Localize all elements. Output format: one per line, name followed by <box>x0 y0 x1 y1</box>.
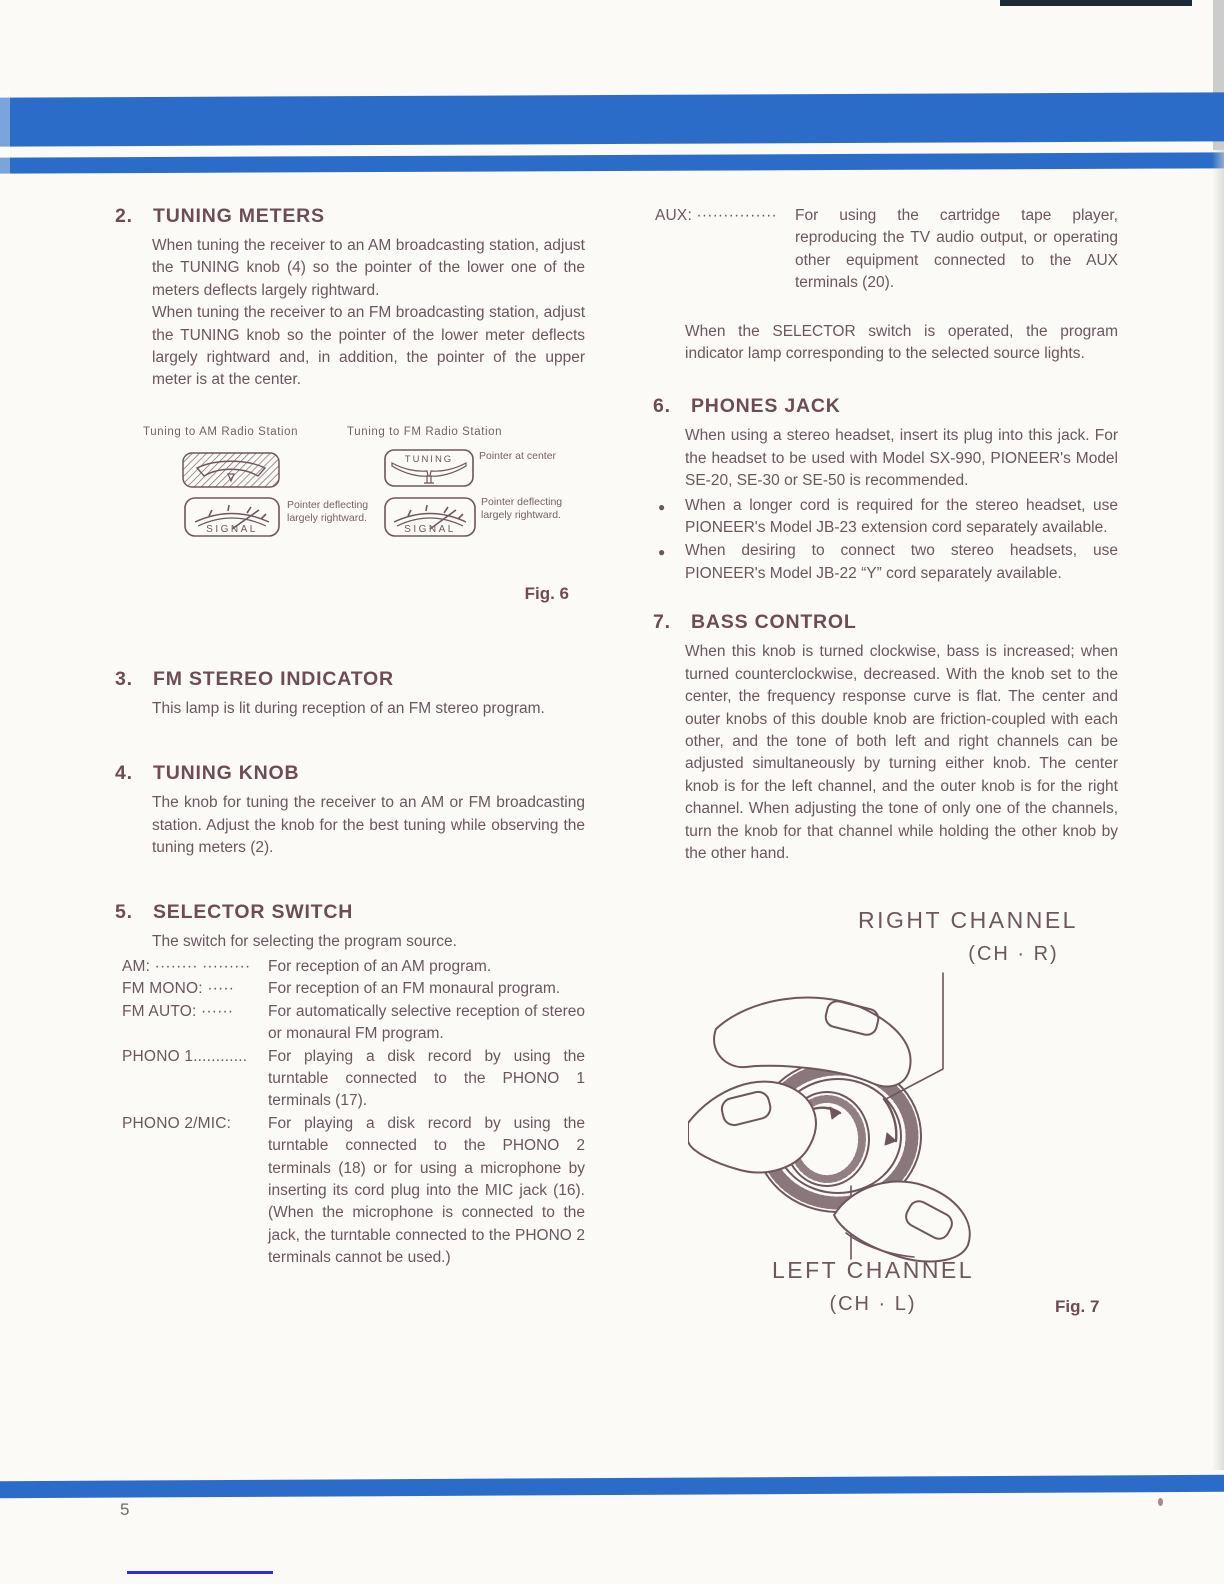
section-2-paragraph-2: When tuning the receiver to an FM broadcasting station, adjust the TUNING knob so the pointer of the lower meter deflects largely rightward and, in addition, the pointer of the upper meter is at the center. <box>152 304 585 389</box>
phones-jack-notes <box>653 495 1118 586</box>
selector-note: When the SELECTOR switch is operated, the program indicator lamp corresponding to the selected source lights. <box>685 322 1118 363</box>
selector-option-phono1 <box>115 1046 585 1113</box>
scan-ink-speck <box>1158 1498 1163 1506</box>
fig6-am-header: Tuning to AM Radio Station <box>143 425 299 438</box>
fig7-caption: Fig. 7 <box>1055 1297 1100 1317</box>
am-upper-meter-illustration <box>181 450 281 490</box>
section-3-heading <box>115 668 585 691</box>
section-6-heading <box>653 395 1118 418</box>
selector-options-list <box>115 956 585 1270</box>
page-number: 5 <box>120 1500 130 1519</box>
section-5-intro: The switch for selecting the program source. <box>152 933 457 951</box>
section-4-heading <box>115 762 585 785</box>
selector-option-term: PHONO 2/MIC: <box>122 1114 232 1132</box>
section-6-body: When using a stereo headset, insert its plug into this jack. For the headset to be used with Model SX-990, PIONEER's Model SE-20, SE-30 or SE-50 is recommended. <box>685 427 1118 490</box>
fig7-left-channel-sub-label: (CH · L) <box>829 1293 917 1316</box>
section-4-body: The knob for tuning the receiver to an AM or FM broadcasting station. Adjust the knob for the best tuning while observing the tuning meters (2). <box>152 794 585 857</box>
fig6-fm-pointer-right-label: Pointer deflecting largely rightward. <box>481 495 563 521</box>
am-signal-meter-illustration <box>183 495 281 539</box>
footer-blue-line <box>127 1571 273 1574</box>
section-5-heading <box>115 901 585 924</box>
section-7-heading <box>653 611 1118 634</box>
fig6-am-pointer-right-label: Pointer deflecting largely rightward. <box>287 498 369 524</box>
selector-option-fm-auto <box>115 1001 585 1046</box>
selector-option-term: AM: ········ ········· <box>122 957 251 975</box>
bass-knob-hand-illustration <box>688 971 1018 1263</box>
selector-option-desc: For playing a disk record by using the turntable connected to the PHONO 2 terminals (18) or for using a microphone by inserting its cord plug into the MIC jack (16). (When the microphone is connected to the jack, the turntable connected to the PHONO 2 terminals cannot be used.) <box>268 1114 585 1267</box>
section-3-body: This lamp is lit during reception of an FM stereo program. <box>152 699 545 717</box>
scan-left-light-strip <box>0 90 10 174</box>
fig6-fm-header: Tuning to FM Radio Station <box>347 425 503 438</box>
selector-option-term: FM MONO: ····· <box>122 980 235 998</box>
bullet-note: ● When desiring to connect two stereo headsets, use PIONEER's Model JB-22 “Y” cord separately available. <box>653 540 1118 585</box>
header-accent-bar-thick <box>0 92 1224 146</box>
selector-option-am <box>115 956 585 978</box>
fm-tuning-meter-label: TUNING <box>404 453 454 465</box>
selector-option-desc: For automatically selective reception of stereo or monaural FM program. <box>268 1002 585 1043</box>
fm-signal-meter-label: SIGNAL <box>404 523 456 535</box>
fm-signal-meter-illustration <box>383 495 477 539</box>
section-7-number: 7. <box>653 611 671 634</box>
footer-accent-bar <box>0 1475 1224 1498</box>
figure-7 <box>653 907 1118 1349</box>
selector-option-phono2-mic <box>115 1113 585 1270</box>
fm-tuning-meter-illustration <box>383 447 475 489</box>
selector-option-desc: For playing a disk record by using the turntable connected to the PHONO 1 terminals (17). <box>268 1047 585 1110</box>
section-2-paragraph-1: When tuning the receiver to an AM broadcasting station, adjust the TUNING knob (4) so the pointer of the lower one of the meters deflects largely rightward. <box>152 237 585 299</box>
selector-option-term: FM AUTO: ······ <box>122 1002 234 1020</box>
fig7-right-channel-sub-label: (CH · R) <box>968 943 1059 966</box>
section-2-title: TUNING METERS <box>153 205 325 227</box>
section-4-number: 4. <box>115 762 133 785</box>
am-signal-meter-label: SIGNAL <box>206 523 258 535</box>
section-7-title: BASS CONTROL <box>691 611 857 634</box>
selector-option-desc: For reception of an FM monaural program. <box>268 980 561 998</box>
left-column <box>115 205 585 1270</box>
selector-option-aux <box>653 205 1118 295</box>
fig6-caption: Fig. 6 <box>524 583 569 603</box>
section-7-body: When this knob is turned clockwise, bass is increased; when turned counterclockwise, decreased. With the knob set to the center, the frequency response curve is flat. The center and outer knobs of this double knob are friction-coupled with each other, and the tone of both left and right channels can be adjusted simultaneously by turning either knob. The center knob is for the left channel, and the outer knob is for the right channel. When adjusting the tone of only one of the channels, turn the knob for that channel while holding the other knob by the other hand. <box>685 643 1118 862</box>
right-column <box>653 205 1118 1349</box>
section-5-title: SELECTOR SWITCH <box>153 901 354 924</box>
figure-6 <box>115 426 585 622</box>
section-3-number: 3. <box>115 667 133 690</box>
fig7-right-channel-label: RIGHT CHANNEL <box>858 907 1078 934</box>
section-2-heading <box>115 205 585 228</box>
section-3-title: FM STEREO INDICATOR <box>153 667 394 690</box>
selector-option-desc: For using the cartridge tape player, reproducing the TV audio output, or operating other equipment connected to the AUX terminals (20). <box>795 207 1118 292</box>
section-6-title: PHONES JACK <box>691 395 841 418</box>
scan-right-edge-shadow <box>1212 150 1224 1470</box>
section-5-number: 5. <box>115 901 133 924</box>
selector-option-desc: For reception of an AM program. <box>268 957 492 975</box>
fig6-pointer-center-label: Pointer at center <box>479 449 557 462</box>
bullet-note: ● When a longer cord is required for the stereo headset, use PIONEER's Model JB-23 extension cord separately available. <box>653 495 1118 540</box>
fig7-left-channel-label: LEFT CHANNEL <box>771 1257 975 1284</box>
scan-top-sliver <box>1000 0 1192 6</box>
selector-option-term: AUX: ··············· <box>655 207 777 224</box>
header-accent-bar-thin <box>0 152 1224 173</box>
section-4-title: TUNING KNOB <box>153 762 300 785</box>
selector-option-fm-mono <box>115 978 585 1000</box>
section-2-number: 2. <box>115 205 133 227</box>
selector-option-term: PHONO 1............ <box>122 1047 248 1065</box>
section-6-number: 6. <box>653 395 671 418</box>
